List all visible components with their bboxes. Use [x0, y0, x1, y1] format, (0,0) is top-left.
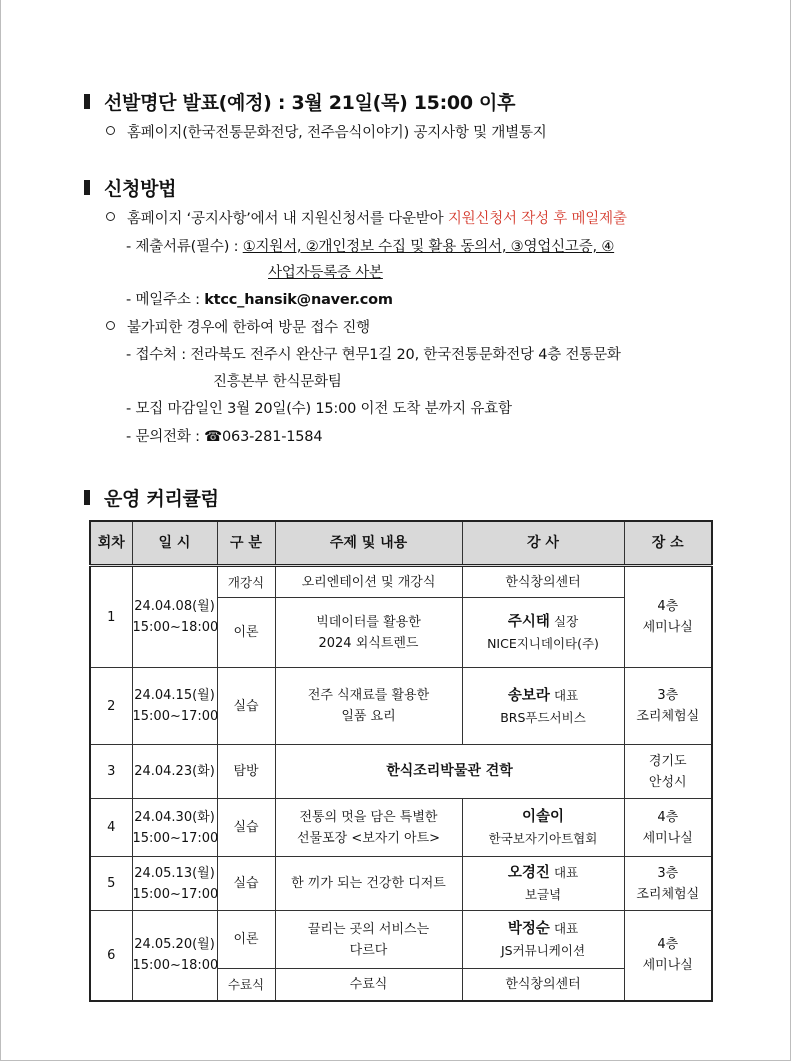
table-row: [90, 857, 712, 911]
section-title: 선발명단 발표(예정) : 3월 21일(목) 15:00 이후: [104, 92, 516, 114]
session-type: 실습: [217, 857, 275, 911]
required-documents: - 제출서류(필수) : ①지원서, ②개인정보 수집 및 활용 동의서, ③영업신고증, ④: [126, 239, 615, 255]
header-cell: 회차: [90, 521, 132, 566]
session-place: 경기도 안성시: [624, 745, 712, 799]
circle-bullet-icon: [106, 321, 115, 330]
section-title: 운영 커리큘럼: [104, 488, 219, 510]
phone-line: - 문의전화 : ☎063-281-1584: [126, 429, 323, 445]
section-heading-announcement: [84, 88, 515, 115]
session-topic: 수료식: [275, 969, 462, 1001]
session-topic: 한 끼가 되는 건강한 디저트: [275, 857, 462, 911]
header-cell: 강 사: [462, 521, 624, 566]
session-instructor: 이솔이 한국보자기아트협회: [462, 799, 624, 857]
application-item-visit: 불가피한 경우에 한하여 방문 접수 진행: [106, 316, 370, 337]
table-row: [90, 799, 712, 857]
announcement-item: 홈페이지(한국전통문화전당, 전주음식이야기) 공지사항 및 개별통지: [106, 121, 547, 142]
header-cell: 구 분: [217, 521, 275, 566]
session-number: 6: [90, 911, 132, 1001]
session-type: 수료식: [217, 969, 275, 1001]
circle-bullet-icon: [106, 212, 115, 221]
reception-line1: - 접수처 : 전라북도 전주시 완산구 현무1길 20, 한국전통문화전당 4층 전통문화: [126, 347, 621, 363]
session-instructor: 주시태 실장 NICE지니데이타(주): [462, 598, 624, 668]
session-topic: 전통의 멋을 담은 특별한 선물포장 <보자기 아트>: [275, 799, 462, 857]
session-number: 1: [90, 566, 132, 668]
page-border-left: [0, 0, 1, 1061]
table-row: [90, 566, 712, 598]
session-place: 3층 조리체험실: [624, 668, 712, 745]
session-datetime: 24.05.13(월) 15:00~17:00: [132, 857, 217, 911]
session-number: 4: [90, 799, 132, 857]
session-type: 탐방: [217, 745, 275, 799]
session-place: 3층 조리체험실: [624, 857, 712, 911]
session-type: 실습: [217, 799, 275, 857]
session-datetime: 24.04.08(월) 15:00~18:00: [132, 566, 217, 668]
session-place: 4층 세미나실: [624, 911, 712, 1001]
section-heading-curriculum: [84, 484, 219, 511]
application-item-online: 홈페이지 ‘공지사항’에서 내 지원신청서를 다운받아 지원신청서 작성 후 메일제출: [106, 207, 627, 228]
session-instructor: 오경진 대표 보글녘: [462, 857, 624, 911]
session-instructor: 박정순 대표 JS커뮤니케이션: [462, 911, 624, 969]
session-number: 2: [90, 668, 132, 745]
session-datetime: 24.05.20(월) 15:00~18:00: [132, 911, 217, 1001]
session-type: 이론: [217, 911, 275, 969]
session-topic: 한식조리박물관 견학: [275, 745, 624, 799]
header-cell: 주제 및 내용: [275, 521, 462, 566]
required-documents-line2: 사업자등록증 사본: [268, 265, 383, 281]
session-place: 4층 세미나실: [624, 799, 712, 857]
session-datetime: 24.04.30(화) 15:00~17:00: [132, 799, 217, 857]
reception-line2: 진흥본부 한식문화팀: [213, 374, 342, 390]
square-bullet-icon: [84, 490, 90, 505]
circle-bullet-icon: [106, 126, 115, 135]
section-title: 신청방법: [104, 178, 177, 200]
session-type: 이론: [217, 598, 275, 668]
highlight-text: 지원신청서 작성 후 메일제출: [447, 211, 627, 227]
session-place: 4층 세미나실: [624, 566, 712, 668]
square-bullet-icon: [84, 180, 90, 195]
session-instructor: 한식창의센터: [462, 969, 624, 1001]
header-cell: 일 시: [132, 521, 217, 566]
session-topic: 오리엔테이션 및 개강식: [275, 566, 462, 598]
session-datetime: 24.04.15(월) 15:00~17:00: [132, 668, 217, 745]
session-topic: 전주 식재료를 활용한 일품 요리: [275, 668, 462, 745]
table-row: [90, 668, 712, 745]
square-bullet-icon: [84, 94, 90, 109]
table-row: [90, 745, 712, 799]
session-number: 3: [90, 745, 132, 799]
session-topic: 끌리는 곳의 서비스는 다르다: [275, 911, 462, 969]
table-header-row: [90, 521, 712, 566]
header-cell: 장 소: [624, 521, 712, 566]
table-row: [90, 911, 712, 969]
session-number: 5: [90, 857, 132, 911]
section-heading-application: [84, 174, 176, 201]
deadline-line: - 모집 마감일인 3월 20일(수) 15:00 이전 도착 분까지 유효함: [126, 401, 512, 417]
session-type: 개강식: [217, 566, 275, 598]
curriculum-table: [89, 520, 713, 1002]
session-topic: 빅데이터를 활용한 2024 외식트렌드: [275, 598, 462, 668]
session-instructor: 송보라 대표 BRS푸드서비스: [462, 668, 624, 745]
session-instructor: 한식창의센터: [462, 566, 624, 598]
session-datetime: 24.04.23(화): [132, 745, 217, 799]
email-line: - 메일주소 : ktcc_hansik@naver.com: [126, 292, 393, 308]
email-address[interactable]: ktcc_hansik@naver.com: [204, 292, 393, 308]
session-type: 실습: [217, 668, 275, 745]
